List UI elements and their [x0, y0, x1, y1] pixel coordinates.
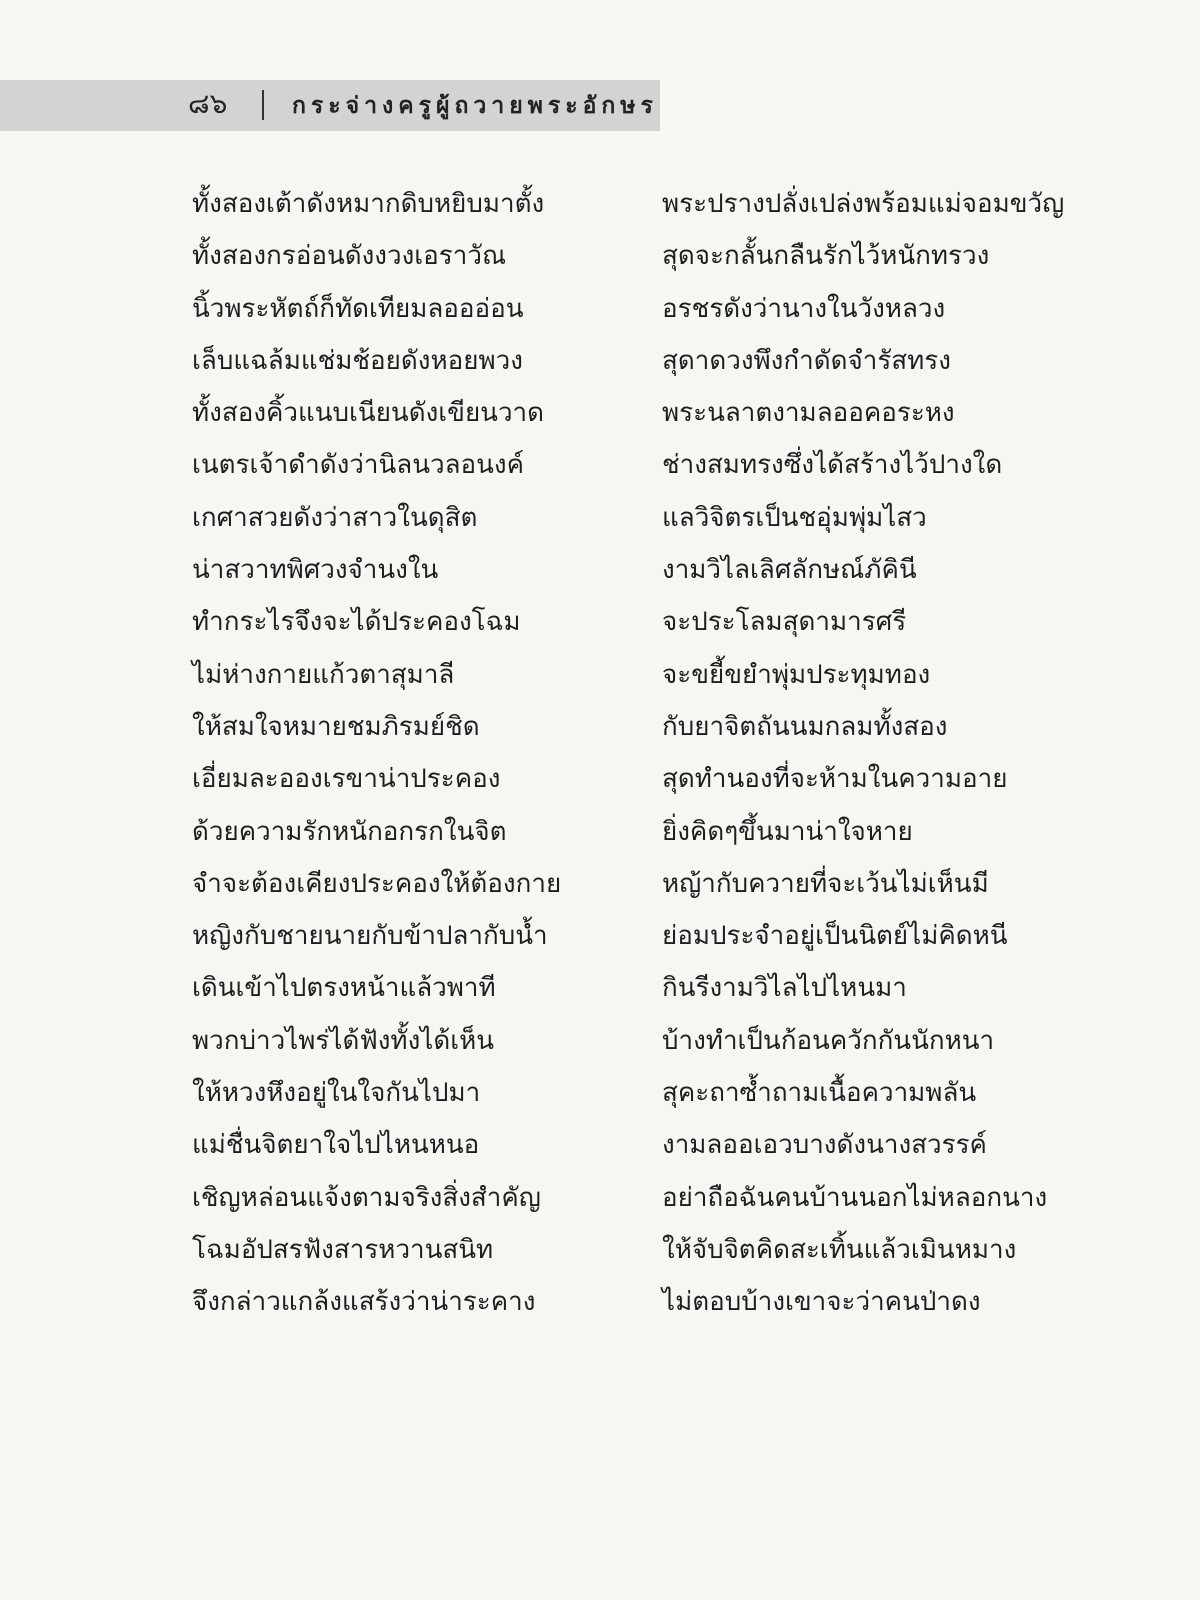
- verse-line: แม่ชื่นจิตยาใจไปไหนหนอ: [192, 1130, 480, 1161]
- book-title: กระจ่างครูผู้ถวายพระอักษร: [292, 93, 658, 119]
- verse-line: ทั้งสองเต้าดังหมากดิบหยิบมาตั้ง: [192, 189, 545, 219]
- verse-line: พวกบ่าวไพร่ได้ฟังทั้งได้เห็น: [192, 1025, 495, 1056]
- running-header: [0, 80, 660, 131]
- verse-line: ให้หวงหึงอยู่ในใจกันไปมา: [192, 1078, 481, 1109]
- verse-line: จะขยี้ขยำพุ่มประทุมทอง: [662, 659, 931, 690]
- verse-line: เนตรเจ้าดำดังว่านิลนวลอนงค์: [192, 450, 524, 481]
- verse-line: เล็บแฉล้มแช่มช้อยดังหอยพวง: [192, 345, 523, 376]
- verse-line: งามวิไลเลิศลักษณ์ภัคินี: [662, 555, 917, 586]
- verse-line: น่าสวาทพิศวงจำนงใน: [192, 555, 439, 586]
- verse-line: หญิงกับชายนายกับข้าปลากับน้ำ: [192, 921, 548, 952]
- verse-line: ให้จับจิตคิดสะเทิ้นแล้วเมินหมาง: [662, 1234, 1017, 1265]
- header-divider: [262, 90, 264, 120]
- verse-line: สุดทำนองที่จะห้ามในความอาย: [662, 764, 1008, 795]
- verse-line: นิ้วพระหัตถ์ก็ทัดเทียมลอออ่อน: [192, 293, 524, 324]
- verse-line: หญ้ากับควายที่จะเว้นไม่เห็นมี: [662, 868, 989, 899]
- poem-right-column: [662, 178, 1082, 1329]
- verse-line: ด้วยความรักหนักอกรกในจิต: [192, 816, 507, 847]
- verse-line: สุดจะกลั้นกลืนรักไว้หนักทรวง: [662, 241, 990, 272]
- page-number: ๘๖: [188, 87, 228, 120]
- verse-line: งามลออเอวบางดังนางสวรรค์: [662, 1130, 987, 1161]
- verse-line: ช่างสมทรงซึ่งได้สร้างไว้ปางใด: [662, 450, 1003, 481]
- verse-line: อรชรดังว่านางในวังหลวง: [662, 293, 946, 324]
- verse-line: เอี่ยมละอองเรขาน่าประคอง: [192, 764, 501, 795]
- verse-line: ทำกระไรจึงจะได้ประคองโฉม: [192, 607, 521, 638]
- verse-line: สุคะถาซ้ำถามเนื้อความพลัน: [662, 1078, 977, 1109]
- verse-line: ย่อมประจำอยู่เป็นนิตย์ไม่คิดหนี: [662, 921, 1008, 952]
- verse-line: พระนลาตงามลออคอระหง: [662, 398, 955, 429]
- verse-line: จะประโลมสุดามารศรี: [662, 607, 907, 638]
- verse-line: ไม่ตอบบ้างเขาจะว่าคนป่าดง: [662, 1287, 981, 1318]
- verse-line: จำจะต้องเคียงประคองให้ต้องกาย: [192, 868, 562, 899]
- verse-line: เดินเข้าไปตรงหน้าแล้วพาที: [192, 973, 496, 1004]
- verse-line: บ้างทำเป็นก้อนควักกันนักหนา: [662, 1025, 995, 1056]
- verse-line: ไม่ห่างกายแก้วตาสุมาลี: [192, 659, 455, 690]
- verse-line: เชิญหล่อนแจ้งตามจริงสิ่งสำคัญ: [192, 1182, 541, 1213]
- verse-line: กินรีงามวิไลไปไหนมา: [662, 973, 907, 1004]
- verse-line: ทั้งสองคิ้วแนบเนียนดังเขียนวาด: [192, 398, 545, 429]
- verse-line: ให้สมใจหมายชมภิรมย์ชิด: [192, 711, 480, 742]
- verse-line: โฉมอัปสรฟังสารหวานสนิท: [192, 1234, 494, 1265]
- verse-line: จึงกล่าวแกล้งแสร้งว่าน่าระคาง: [192, 1287, 536, 1318]
- verse-line: แลวิจิตรเป็นชอุ่มพุ่มไสว: [662, 502, 927, 533]
- verse-line: อย่าถือฉันคนบ้านนอกไม่หลอกนาง: [662, 1182, 1048, 1213]
- verse-line: พระปรางปลั่งเปล่งพร้อมแม่จอมขวัญ: [662, 189, 1065, 219]
- verse-line: ยิ่งคิดๆขึ้นมาน่าใจหาย: [662, 816, 913, 847]
- verse-line: เกศาสวยดังว่าสาวในดุสิต: [192, 502, 478, 533]
- verse-line: กับยาจิตถันนมกลมทั้งสอง: [662, 711, 948, 742]
- verse-line: สุดาดวงพึงกำดัดจำรัสทรง: [662, 345, 951, 376]
- verse-line: ทั้งสองกรอ่อนดังงวงเอราวัณ: [192, 241, 507, 272]
- poem-left-column: [192, 178, 642, 1329]
